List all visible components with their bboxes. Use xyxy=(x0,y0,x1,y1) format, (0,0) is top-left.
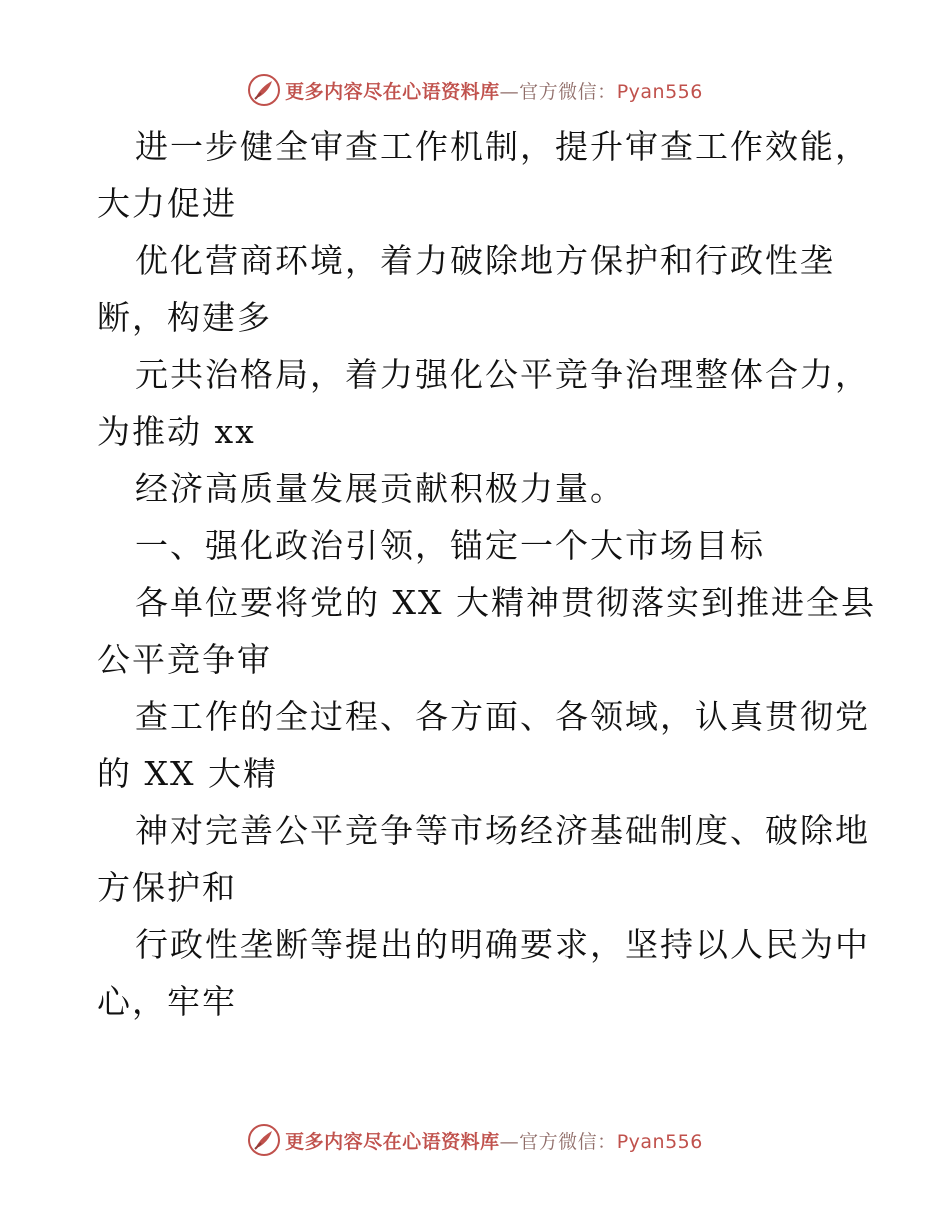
footer-banner xyxy=(0,1120,950,1160)
header-banner-text xyxy=(285,77,703,104)
header-banner xyxy=(0,70,950,110)
body-line: 神对完善公平竞争等市场经济基础制度、破除地 xyxy=(135,811,870,850)
footer-banner-text xyxy=(285,1127,703,1154)
body-line: 进一步健全审查工作机制，提升审查工作效能， xyxy=(135,127,870,166)
body-line: 元共治格局，着力强化公平竞争治理整体合力， xyxy=(135,355,870,394)
body-line: 为推动 xx xyxy=(97,412,256,451)
footer-separator: — xyxy=(499,1130,520,1153)
quill-logo-icon xyxy=(247,1123,281,1157)
body-line: 断，构建多 xyxy=(97,298,272,337)
footer-banner-inner xyxy=(247,1123,703,1157)
footer-sub-text: 官方微信： xyxy=(519,1130,617,1153)
body-line: 优化营商环境，着力破除地方保护和行政性垄 xyxy=(135,241,835,280)
body-line: 公平竞争审 xyxy=(97,640,272,679)
body-line: 的 XX 大精 xyxy=(97,754,278,793)
header-sub-text: 官方微信： xyxy=(519,80,617,103)
document-body xyxy=(97,118,876,1030)
header-banner-inner xyxy=(247,73,703,107)
body-line: 各单位要将党的 XX 大精神贯彻落实到推进全县 xyxy=(135,583,876,622)
header-wechat-id: Pyan556 xyxy=(616,80,703,103)
body-line: 大力促进 xyxy=(97,184,237,223)
section-heading: 一、强化政治引领，锚定一个大市场目标 xyxy=(135,526,765,565)
body-line: 行政性垄断等提出的明确要求，坚持以人民为中 xyxy=(135,925,870,964)
body-line: 经济高质量发展贡献积极力量。 xyxy=(135,469,625,508)
body-line: 查工作的全过程、各方面、各领域，认真贯彻党 xyxy=(135,697,870,736)
body-line: 方保护和 xyxy=(97,868,237,907)
footer-brand-text: 更多内容尽在心语资料库 xyxy=(285,1130,500,1153)
footer-wechat-id: Pyan556 xyxy=(616,1130,703,1153)
quill-logo-icon xyxy=(247,73,281,107)
header-brand-text: 更多内容尽在心语资料库 xyxy=(285,80,500,103)
body-line: 心，牢牢 xyxy=(97,982,237,1021)
header-separator: — xyxy=(499,80,520,103)
